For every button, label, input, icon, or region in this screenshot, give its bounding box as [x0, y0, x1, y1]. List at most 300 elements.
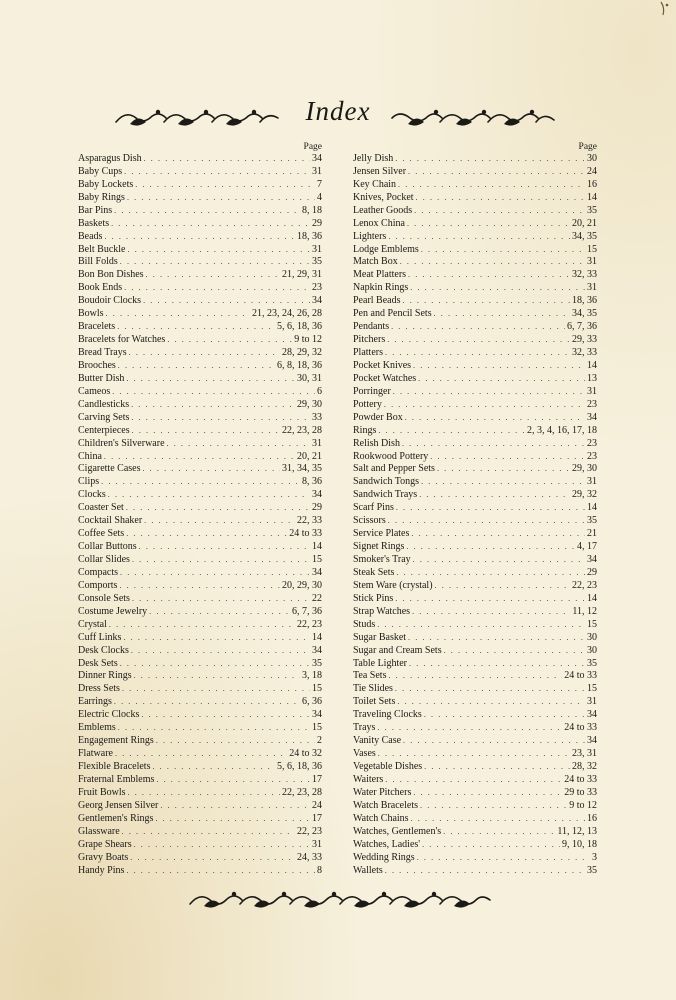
index-entry [78, 386, 322, 399]
entry-name: Georg Jensen Silver [78, 799, 159, 811]
index-entry [78, 671, 322, 684]
entry-name: Flexible Bracelets [78, 761, 151, 773]
entry-pages: 15 [312, 683, 322, 695]
entry-pages: 14 [312, 541, 322, 553]
index-entry [353, 658, 597, 671]
entry-pages: 35 [587, 657, 597, 669]
index-entry [78, 257, 322, 270]
dot-leader [419, 489, 570, 502]
entry-name: Scarf Pins [353, 502, 394, 514]
entry-pages: 31 [587, 385, 597, 397]
entry-name: Coffee Sets [78, 528, 125, 540]
entry-name: Baskets [78, 217, 110, 229]
entry-name: Water Pitchers [353, 786, 412, 798]
entry-pages: 18, 36 [572, 295, 597, 307]
entry-pages: 20, 21 [572, 217, 597, 229]
entry-name: Bread Trays [78, 347, 127, 359]
index-entry [78, 321, 322, 334]
index-entry [353, 244, 597, 257]
entry-pages: 35 [587, 864, 597, 876]
entry-name: Cameos [78, 385, 111, 397]
entry-name: Wallets [353, 864, 383, 876]
entry-name: Wedding Rings [353, 851, 415, 863]
index-entry [353, 800, 597, 813]
entry-pages: 6 [317, 385, 322, 397]
entry-pages: 6, 8, 18, 36 [277, 359, 322, 371]
entry-name: Costume Jewelry [78, 605, 148, 617]
entry-name: Watch Bracelets [353, 799, 418, 811]
index-entry [353, 580, 597, 593]
entry-name: Scissors [353, 515, 386, 527]
dot-leader [411, 813, 585, 826]
entry-name: Emblems [78, 722, 116, 734]
dot-leader [155, 813, 310, 826]
entry-name: Crystal [78, 618, 107, 630]
entry-name: Match Box [353, 256, 398, 268]
dot-leader [144, 515, 295, 528]
dot-leader [124, 282, 310, 295]
entry-pages: 3 [592, 851, 597, 863]
entry-pages: 35 [587, 204, 597, 216]
entry-name: Lighters [353, 230, 387, 242]
entry-pages: 15 [587, 243, 597, 255]
index-entry [353, 205, 597, 218]
entry-name: Bill Folds [78, 256, 118, 268]
entry-pages: 18, 36 [297, 230, 322, 242]
dot-leader [120, 658, 310, 671]
dot-leader [111, 218, 310, 231]
index-entry [78, 658, 322, 671]
entry-pages: 34 [312, 644, 322, 656]
dot-leader [132, 593, 310, 606]
entry-pages: 29, 32 [572, 489, 597, 501]
dot-leader [139, 541, 310, 554]
dot-leader [115, 748, 287, 761]
entry-name: Salt and Pepper Sets [353, 463, 435, 475]
dot-leader [167, 438, 310, 451]
dot-leader [397, 696, 585, 709]
entry-name: Desk Clocks [78, 644, 129, 656]
entry-pages: 35 [312, 256, 322, 268]
index-entry [353, 360, 597, 373]
entry-pages: 24 to 33 [564, 773, 597, 785]
dot-leader [120, 256, 310, 269]
entry-name: Rookwood Pottery [353, 450, 429, 462]
index-entry [78, 580, 322, 593]
entry-name: Key Chain [353, 178, 397, 190]
entry-pages: 24 [587, 165, 597, 177]
entry-pages: 31 [312, 437, 322, 449]
index-entry [353, 709, 597, 722]
dot-leader [396, 567, 585, 580]
entry-name: Bracelets [78, 321, 116, 333]
entry-name: Earrings [78, 696, 112, 708]
index-entry [78, 774, 322, 787]
entry-pages: 15 [312, 722, 322, 734]
entry-pages: 9 to 12 [294, 334, 322, 346]
index-entry [353, 476, 597, 489]
entry-pages: 4 [317, 191, 322, 203]
dot-leader [421, 476, 585, 489]
index-entry [353, 554, 597, 567]
entry-name: Sandwich Trays [353, 489, 418, 501]
entry-list [353, 153, 597, 878]
entry-name: Jensen Silver [353, 165, 407, 177]
entry-pages: 34 [312, 566, 322, 578]
entry-name: Jelly Dish [353, 152, 394, 164]
dot-leader [126, 373, 295, 386]
dot-leader [106, 308, 250, 321]
entry-name: Gentlemen's Rings [78, 812, 154, 824]
index-entry [353, 748, 597, 761]
dot-leader [403, 735, 585, 748]
entry-pages: 29, 30 [297, 398, 322, 410]
entry-name: Clips [78, 476, 100, 488]
entry-pages: 22, 23 [297, 618, 322, 630]
dot-leader [413, 787, 562, 800]
entry-pages: 8, 18 [302, 204, 322, 216]
dot-leader [409, 658, 585, 671]
entry-pages: 5, 6, 18, 36 [277, 761, 322, 773]
dot-leader [378, 748, 570, 761]
dot-leader [378, 425, 525, 438]
entry-name: Pocket Watches [353, 372, 417, 384]
index-entry [78, 269, 322, 282]
dot-leader [132, 425, 280, 438]
index-entry [353, 269, 597, 282]
dot-leader [422, 839, 560, 852]
index-entry [78, 748, 322, 761]
dot-leader [128, 787, 280, 800]
index-entry [353, 787, 597, 800]
entry-name: Bracelets for Watches [78, 334, 166, 346]
entry-name: Meat Platters [353, 269, 407, 281]
dot-leader [131, 412, 310, 425]
index-entry [78, 218, 322, 231]
dot-leader [395, 683, 585, 696]
entry-pages: 29 to 33 [564, 786, 597, 798]
index-entry [353, 192, 597, 205]
dot-leader [134, 839, 310, 852]
index-entry [78, 839, 322, 852]
entry-pages: 24, 33 [297, 851, 322, 863]
index-entry [78, 464, 322, 477]
dot-leader [126, 502, 310, 515]
entry-name: Studs [353, 618, 376, 630]
entry-pages: 9 to 12 [569, 799, 597, 811]
entry-pages: 23, 31 [572, 748, 597, 760]
entry-name: Bon Bon Dishes [78, 269, 144, 281]
index-entry [78, 153, 322, 166]
entry-pages: 7 [317, 178, 322, 190]
entry-name: Table Lighter [353, 657, 407, 669]
entry-pages: 22 [312, 592, 322, 604]
dot-leader [388, 515, 585, 528]
entry-pages: 30 [587, 631, 597, 643]
entry-name: Watches, Gentlemen's [353, 825, 442, 837]
entry-name: Powder Box [353, 411, 403, 423]
entry-name: Sandwich Tongs [353, 476, 420, 488]
dot-leader [160, 800, 310, 813]
index-entry [78, 683, 322, 696]
entry-pages: 29 [312, 217, 322, 229]
entry-pages: 15 [587, 618, 597, 630]
entry-pages: 24 to 33 [564, 722, 597, 734]
entry-name: Centerpieces [78, 424, 130, 436]
entry-name: China [78, 450, 102, 462]
entry-pages: 9, 10, 18 [562, 838, 597, 850]
page-column-header: Page [303, 142, 322, 152]
dot-leader [141, 709, 310, 722]
entry-name: Baby Cups [78, 165, 123, 177]
index-entry [78, 852, 322, 865]
entry-pages: 35 [312, 657, 322, 669]
dot-leader [112, 386, 315, 399]
dot-leader [128, 244, 311, 257]
entry-name: Grape Shears [78, 838, 132, 850]
entry-name: Pottery [353, 398, 382, 410]
index-entry [353, 218, 597, 231]
index-entry [78, 593, 322, 606]
index-entry [353, 386, 597, 399]
index-entry [78, 205, 322, 218]
index-entry [353, 321, 597, 334]
entry-pages: 30, 31 [297, 372, 322, 384]
index-entry [353, 593, 597, 606]
index-entry [353, 645, 597, 658]
index-entry [78, 645, 322, 658]
dot-leader [444, 645, 585, 658]
index-entry [353, 373, 597, 386]
index-entry [353, 515, 597, 528]
entry-name: Smoker's Tray [353, 554, 411, 566]
dot-leader [385, 865, 585, 878]
entry-pages: 21 [587, 528, 597, 540]
dot-leader [405, 412, 585, 425]
entry-name: Steak Sets [353, 566, 395, 578]
entry-pages: 31 [312, 243, 322, 255]
entry-name: Desk Sets [78, 657, 118, 669]
index-entry [353, 153, 597, 166]
entry-name: Asparagus Dish [78, 152, 142, 164]
dot-leader [435, 580, 570, 593]
index-entry [353, 774, 597, 787]
entry-name: Beads [78, 230, 103, 242]
dot-leader [408, 166, 585, 179]
flourish-left-icon [112, 100, 282, 132]
entry-name: Clocks [78, 489, 106, 501]
entry-name: Bowls [78, 308, 104, 320]
entry-name: Tea Sets [353, 670, 387, 682]
edge-mark-icon [658, 0, 672, 18]
index-entry [353, 334, 597, 347]
entry-pages: 2, 3, 4, 16, 17, 18 [527, 424, 597, 436]
index-entry [78, 554, 322, 567]
entry-name: Service Plates [353, 528, 410, 540]
entry-name: Dinner Rings [78, 670, 132, 682]
dot-leader [407, 218, 570, 231]
entry-pages: 29 [312, 502, 322, 514]
index-entry [353, 451, 597, 464]
entry-name: Vegetable Dishes [353, 761, 423, 773]
entry-pages: 16 [587, 178, 597, 190]
entry-pages: 23 [312, 282, 322, 294]
entry-name: Sugar Basket [353, 631, 407, 643]
entry-name: Rings [353, 424, 377, 436]
entry-pages: 22, 33 [297, 515, 322, 527]
dot-leader [416, 192, 585, 205]
entry-name: Toilet Sets [353, 696, 396, 708]
dot-leader [127, 192, 315, 205]
entry-name: Brooches [78, 359, 116, 371]
index-entry [78, 295, 322, 308]
dot-leader [388, 231, 570, 244]
entry-name: Fruit Bowls [78, 786, 126, 798]
entry-pages: 17 [312, 812, 322, 824]
dot-leader [408, 632, 585, 645]
dot-leader [109, 619, 295, 632]
entry-pages: 23 [587, 450, 597, 462]
entry-pages: 35 [587, 515, 597, 527]
dot-leader [377, 722, 562, 735]
entry-pages: 32, 33 [572, 347, 597, 359]
index-entry [353, 425, 597, 438]
dot-leader [411, 528, 585, 541]
dot-leader [149, 606, 290, 619]
index-entry [353, 683, 597, 696]
entry-name: Strap Watches [353, 605, 411, 617]
dot-leader [393, 386, 585, 399]
entry-pages: 34 [312, 295, 322, 307]
entry-pages: 15 [587, 683, 597, 695]
dot-leader [104, 451, 295, 464]
index-entry [78, 231, 322, 244]
entry-pages: 14 [587, 191, 597, 203]
entry-pages: 31 [587, 256, 597, 268]
dot-leader [134, 670, 300, 683]
index-entry [78, 451, 322, 464]
dot-leader [434, 308, 570, 321]
index-entry [78, 800, 322, 813]
index-entry [353, 696, 597, 709]
dot-leader [413, 360, 585, 373]
entry-name: Children's Silverware [78, 437, 165, 449]
flourish-right-icon [388, 100, 558, 132]
page-column-header: Page [578, 142, 597, 152]
index-entry [78, 787, 322, 800]
index-entry [78, 632, 322, 645]
dot-leader [396, 502, 585, 515]
entry-pages: 6, 36 [302, 696, 322, 708]
entry-pages: 14 [587, 592, 597, 604]
entry-name: Vanity Case [353, 735, 402, 747]
entry-pages: 23 [587, 398, 597, 410]
index-column-left [78, 141, 322, 878]
dot-leader [430, 451, 585, 464]
dot-leader [167, 334, 292, 347]
entry-name: Napkin Rings [353, 282, 409, 294]
entry-pages: 28, 32 [572, 761, 597, 773]
index-entry [78, 476, 322, 489]
dot-leader [117, 321, 275, 334]
dot-leader [129, 347, 280, 360]
entry-pages: 3, 18 [302, 670, 322, 682]
dot-leader [156, 774, 310, 787]
entry-name: Cocktail Shaker [78, 515, 143, 527]
index-entry [353, 761, 597, 774]
entry-pages: 8, 36 [302, 476, 322, 488]
index-entry [353, 813, 597, 826]
entry-name: Trays [353, 722, 376, 734]
entry-name: Signet Rings [353, 541, 405, 553]
entry-pages: 22, 23, 28 [282, 786, 322, 798]
dot-leader [424, 709, 585, 722]
entry-name: Relish Dish [353, 437, 400, 449]
dot-leader [108, 489, 310, 502]
entry-pages: 34 [587, 411, 597, 423]
index-entry [78, 865, 322, 878]
index-entry [78, 709, 322, 722]
dot-leader [144, 153, 310, 166]
index-entry [78, 826, 322, 839]
entry-pages: 15 [312, 554, 322, 566]
entry-name: Pocket Knives [353, 359, 412, 371]
dot-leader [377, 619, 585, 632]
index-entry [78, 438, 322, 451]
entry-pages: 14 [587, 359, 597, 371]
entry-name: Lenox China [353, 217, 405, 229]
index-entry [353, 735, 597, 748]
index-entry [353, 671, 597, 684]
entry-pages: 14 [312, 631, 322, 643]
entry-pages: 20, 29, 30 [282, 579, 322, 591]
entry-pages: 31 [587, 696, 597, 708]
entry-pages: 6, 7, 36 [567, 321, 597, 333]
entry-pages: 11, 12 [572, 605, 597, 617]
entry-name: Comports [78, 579, 118, 591]
index-entry [353, 399, 597, 412]
index-entry [353, 412, 597, 425]
index-entry [353, 502, 597, 515]
index-header [0, 96, 676, 136]
entry-name: Carving Sets [78, 411, 130, 423]
entry-pages: 23 [587, 437, 597, 449]
entry-name: Stick Pins [353, 592, 394, 604]
index-entry [78, 244, 322, 257]
entry-name: Book Ends [78, 282, 123, 294]
dot-leader [400, 256, 585, 269]
dot-leader [385, 774, 562, 787]
index-entry [78, 334, 322, 347]
entry-name: Baby Lockets [78, 178, 134, 190]
dot-leader [119, 580, 280, 593]
dot-leader [130, 852, 295, 865]
index-entry [78, 282, 322, 295]
index-entry [78, 515, 322, 528]
index-entry [78, 489, 322, 502]
entry-pages: 34, 35 [572, 230, 597, 242]
index-entry [353, 567, 597, 580]
dot-leader [126, 865, 315, 878]
entry-name: Cuff Links [78, 631, 122, 643]
entry-name: Handy Pins [78, 864, 125, 876]
dot-leader [131, 645, 310, 658]
entry-name: Fraternal Emblems [78, 773, 155, 785]
entry-name: Electric Clocks [78, 709, 140, 721]
entry-name: Glassware [78, 825, 120, 837]
index-entry [353, 489, 597, 502]
dot-leader [131, 399, 295, 412]
